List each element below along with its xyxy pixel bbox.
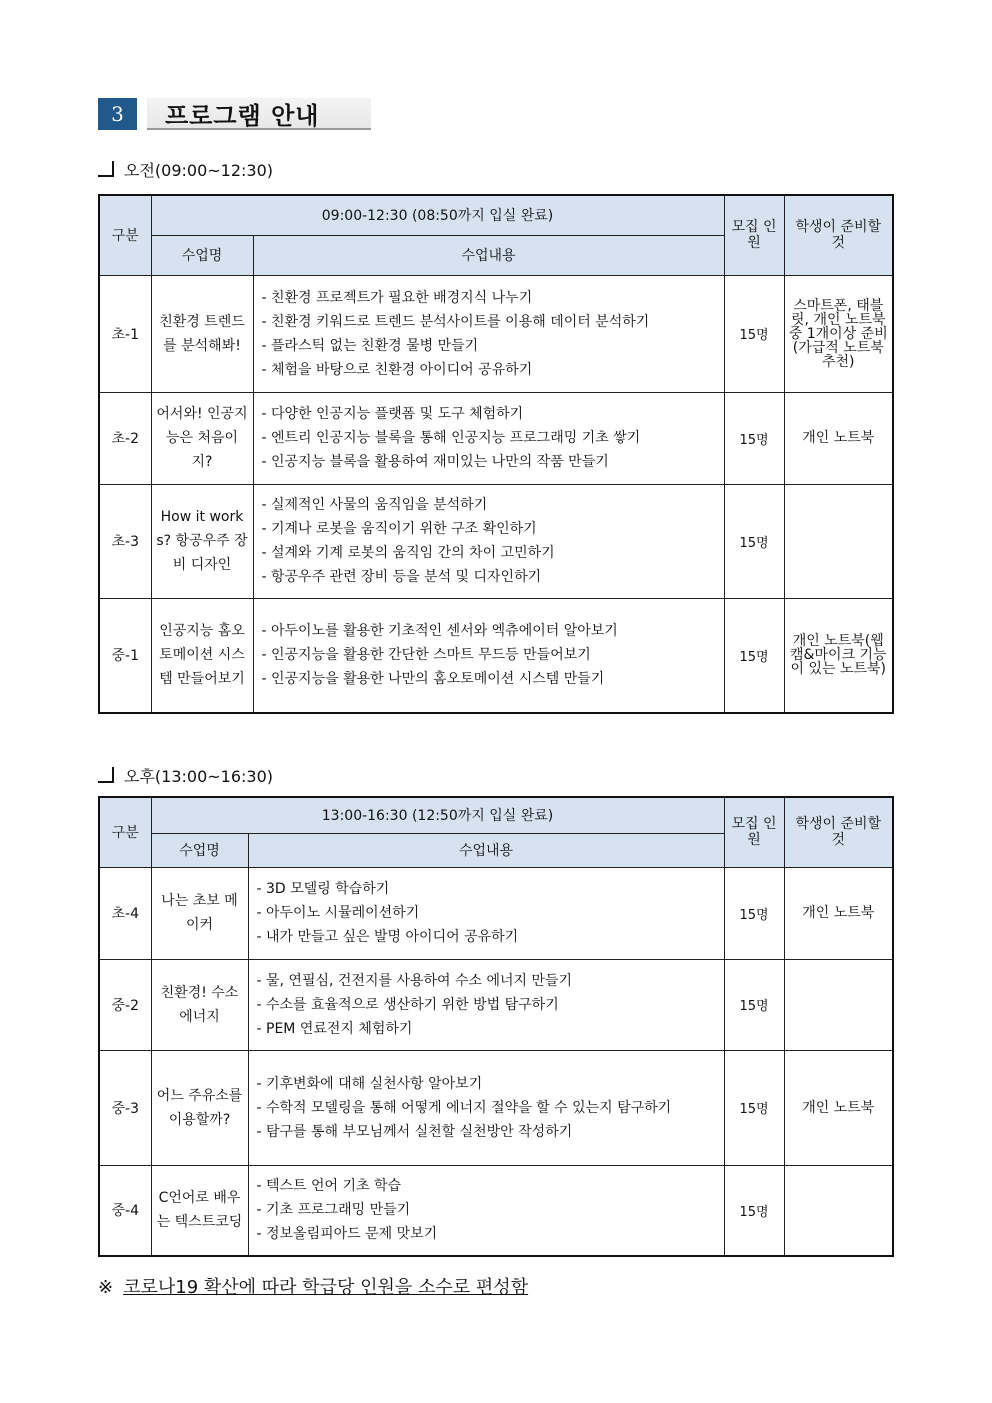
- col-count: 모집 인원: [724, 797, 784, 867]
- content-line: - 물, 연필심, 건전지를 사용하여 수소 에너지 만들기: [256, 972, 573, 989]
- content-line: - 친환경 키워드로 트렌드 분석사이트를 이용해 데이터 분석하기: [261, 313, 650, 330]
- footnote: [98, 1273, 528, 1299]
- row-count: 15명: [724, 1165, 784, 1256]
- row-class-name: How it works? 항공우주 장비 디자인: [151, 484, 253, 598]
- section-header: [98, 98, 371, 130]
- row-prep: 개인 노트북(웹캠&마이크 기능이 있는 노트북): [784, 598, 893, 713]
- afternoon-table: [98, 796, 894, 1257]
- col-class-name: 수업명: [151, 833, 248, 867]
- content-line: - 아두이노를 활용한 기초적인 센서와 엑츄에이터 알아보기: [261, 623, 618, 640]
- reference-mark-icon: ※: [98, 1277, 114, 1298]
- row-content: [253, 598, 724, 713]
- content-line: - 설계와 기계 로봇의 움직임 간의 차이 고민하기: [261, 545, 555, 561]
- content-line: - 수학적 모델링을 통해 어떻게 에너지 절약을 할 수 있는지 탐구하기: [256, 1099, 672, 1116]
- row-content: [253, 392, 724, 484]
- row-count: 15명: [724, 392, 784, 484]
- row-content: [248, 867, 724, 959]
- content-line: - 인공지능 블록을 활용하여 재미있는 나만의 작품 만들기: [261, 454, 609, 470]
- row-prep: 개인 노트북: [784, 392, 893, 484]
- afternoon-label: 오후(13:00~16:30): [124, 767, 274, 786]
- row-content: [248, 1050, 724, 1165]
- col-count: 모집 인원: [724, 195, 784, 275]
- row-content: [248, 959, 724, 1050]
- content-line: - 다양한 인공지능 플랫폼 및 도구 체험하기: [261, 406, 524, 422]
- row-count: 15명: [724, 867, 784, 959]
- table-row: [99, 1050, 893, 1165]
- row-class-name: 친환경 트렌드를 분석해봐!: [151, 275, 253, 392]
- content-line: - 엔트리 인공지능 블록을 통해 인공지능 프로그래밍 기초 쌓기: [261, 430, 641, 446]
- content-line: - 탐구를 통해 부모님께서 실천할 실천방안 작성하기: [256, 1123, 573, 1140]
- col-prep: 학생이 준비할 것: [784, 797, 893, 867]
- content-line: - PEM 연료전지 체험하기: [256, 1020, 413, 1037]
- row-category: 중-4: [99, 1165, 151, 1256]
- row-class-name: 어느 주유소를 이용할까?: [151, 1050, 248, 1165]
- content-line: - 내가 만들고 싶은 발명 아이디어 공유하기: [256, 929, 519, 945]
- row-category: 초-2: [99, 392, 151, 484]
- row-class-name: 친환경! 수소 에너지: [151, 959, 248, 1050]
- morning-subheading: [98, 158, 273, 181]
- table-row: [99, 598, 893, 713]
- checkbox-bullet-icon: [98, 161, 114, 177]
- col-content: 수업내용: [253, 235, 724, 275]
- row-category: 중-1: [99, 598, 151, 713]
- table-row: [99, 392, 893, 484]
- morning-table: [98, 194, 894, 714]
- content-line: - 기후변화에 대해 실천사항 알아보기: [256, 1075, 483, 1092]
- table-row: [99, 484, 893, 598]
- content-line: - 체험을 바탕으로 친환경 아이디어 공유하기: [261, 361, 533, 378]
- col-category: 구분: [99, 195, 151, 275]
- morning-label: 오전(09:00~12:30): [124, 161, 274, 180]
- col-prep: 학생이 준비할 것: [784, 195, 893, 275]
- table-row: [99, 1165, 893, 1256]
- col-class-name: 수업명: [151, 235, 253, 275]
- row-class-name: 어서와! 인공지능은 처음이지?: [151, 392, 253, 484]
- row-prep: 개인 노트북: [784, 867, 893, 959]
- row-prep: 스마트폰, 태블릿, 개인 노트북 중 1개이상 준비(가급적 노트북 추천): [784, 275, 893, 392]
- row-class-name: 인공지능 홈오토메이션 시스템 만들어보기: [151, 598, 253, 713]
- row-class-name: C언어로 배우는 텍스트코딩: [151, 1165, 248, 1256]
- time-header: 09:00-12:30 (08:50까지 입실 완료): [151, 195, 724, 235]
- content-line: - 인공지능을 활용한 간단한 스마트 무드등 만들어보기: [261, 647, 591, 664]
- content-line: - 인공지능을 활용한 나만의 홈오토메이션 시스템 만들기: [261, 671, 605, 688]
- section-number: 3: [98, 98, 137, 130]
- content-line: - 기초 프로그래밍 만들기: [256, 1202, 411, 1219]
- col-content: 수업내용: [248, 833, 724, 867]
- table-row: [99, 867, 893, 959]
- row-prep: [784, 484, 893, 598]
- row-category: 초-1: [99, 275, 151, 392]
- section-title: 프로그램 안내: [147, 98, 371, 130]
- row-count: 15명: [724, 959, 784, 1050]
- table-row: [99, 959, 893, 1050]
- row-content: [248, 1165, 724, 1256]
- row-category: 초-4: [99, 867, 151, 959]
- row-category: 초-3: [99, 484, 151, 598]
- content-line: - 플라스틱 없는 친환경 물병 만들기: [261, 337, 479, 354]
- checkbox-bullet-icon: [98, 767, 114, 783]
- content-line: - 텍스트 언어 기초 학습: [256, 1178, 402, 1195]
- row-content: [253, 484, 724, 598]
- row-prep: 개인 노트북: [784, 1050, 893, 1165]
- row-count: 15명: [724, 1050, 784, 1165]
- row-count: 15명: [724, 275, 784, 392]
- row-prep: [784, 1165, 893, 1256]
- row-prep: [784, 959, 893, 1050]
- row-class-name: 나는 초보 메이커: [151, 867, 248, 959]
- content-line: - 3D 모델링 학습하기: [256, 881, 390, 897]
- content-line: - 항공우주 관련 장비 등을 분석 및 디자인하기: [261, 569, 542, 585]
- time-header: 13:00-16:30 (12:50까지 입실 완료): [151, 797, 724, 833]
- content-line: - 정보올림피아드 문제 맛보기: [256, 1226, 438, 1243]
- content-line: - 아두이노 시뮬레이션하기: [256, 905, 420, 921]
- content-line: - 친환경 프로젝트가 필요한 배경지식 나누기: [261, 289, 533, 306]
- row-category: 중-2: [99, 959, 151, 1050]
- row-category: 중-3: [99, 1050, 151, 1165]
- afternoon-subheading: [98, 764, 273, 787]
- content-line: - 수소를 효율적으로 생산하기 위한 방법 탐구하기: [256, 996, 559, 1013]
- row-count: 15명: [724, 484, 784, 598]
- col-category: 구분: [99, 797, 151, 867]
- content-line: - 실제적인 사물의 움직임을 분석하기: [261, 497, 488, 513]
- row-content: [253, 275, 724, 392]
- row-count: 15명: [724, 598, 784, 713]
- footnote-text: 코로나19 확산에 따라 학급당 인원을 소수로 편성함: [123, 1277, 529, 1298]
- table-row: [99, 275, 893, 392]
- content-line: - 기계나 로봇을 움직이기 위한 구조 확인하기: [261, 521, 537, 537]
